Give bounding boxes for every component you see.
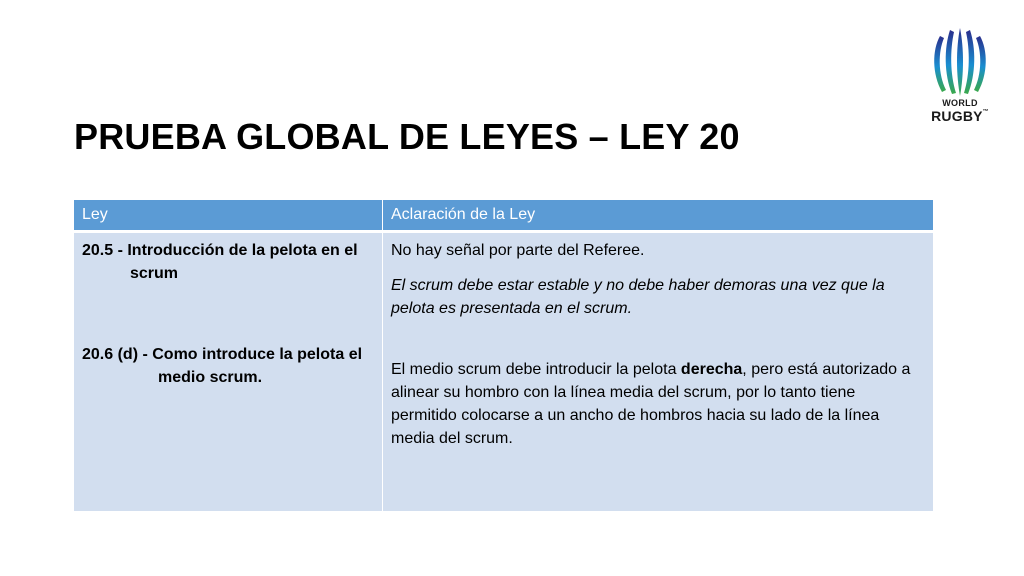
world-rugby-emblem-icon bbox=[928, 26, 992, 98]
header-clarification: Aclaración de la Ley bbox=[383, 200, 934, 232]
law-table bbox=[73, 199, 934, 512]
table-row bbox=[74, 232, 934, 512]
header-law: Ley bbox=[74, 200, 383, 232]
slide-title: PRUEBA GLOBAL DE LEYES – LEY 20 bbox=[74, 116, 740, 157]
logo-text-rugby: RUGBY™ bbox=[931, 108, 989, 124]
clarification-paragraph-italic: El scrum debe estar estable y no debe haber demoras una vez que la pelota es presentada en el scrum. bbox=[391, 277, 885, 317]
clarification-cell bbox=[383, 232, 934, 512]
world-rugby-logo bbox=[928, 26, 992, 126]
table-header-row bbox=[74, 200, 934, 232]
emphasis-derecha: derecha bbox=[680, 361, 743, 378]
logo-text-world: WORLD bbox=[942, 98, 978, 108]
clarification-paragraph: No hay señal por parte del Referee. bbox=[391, 242, 645, 259]
law-cell bbox=[74, 232, 383, 512]
clarification-paragraph: El medio scrum debe introducir la pelota derecha, pero está autorizado a alinear su hombro con la línea media del scrum, por lo tanto tiene permitido colocarse a un ancho de hombros hacia su lado de la línea media del scrum. bbox=[391, 361, 911, 447]
law-entry: 20.5 - Introducción de la pelota en el scrum bbox=[82, 242, 358, 282]
law-entry: 20.6 (d) - Como introduce la pelota el medio scrum. bbox=[82, 346, 363, 386]
